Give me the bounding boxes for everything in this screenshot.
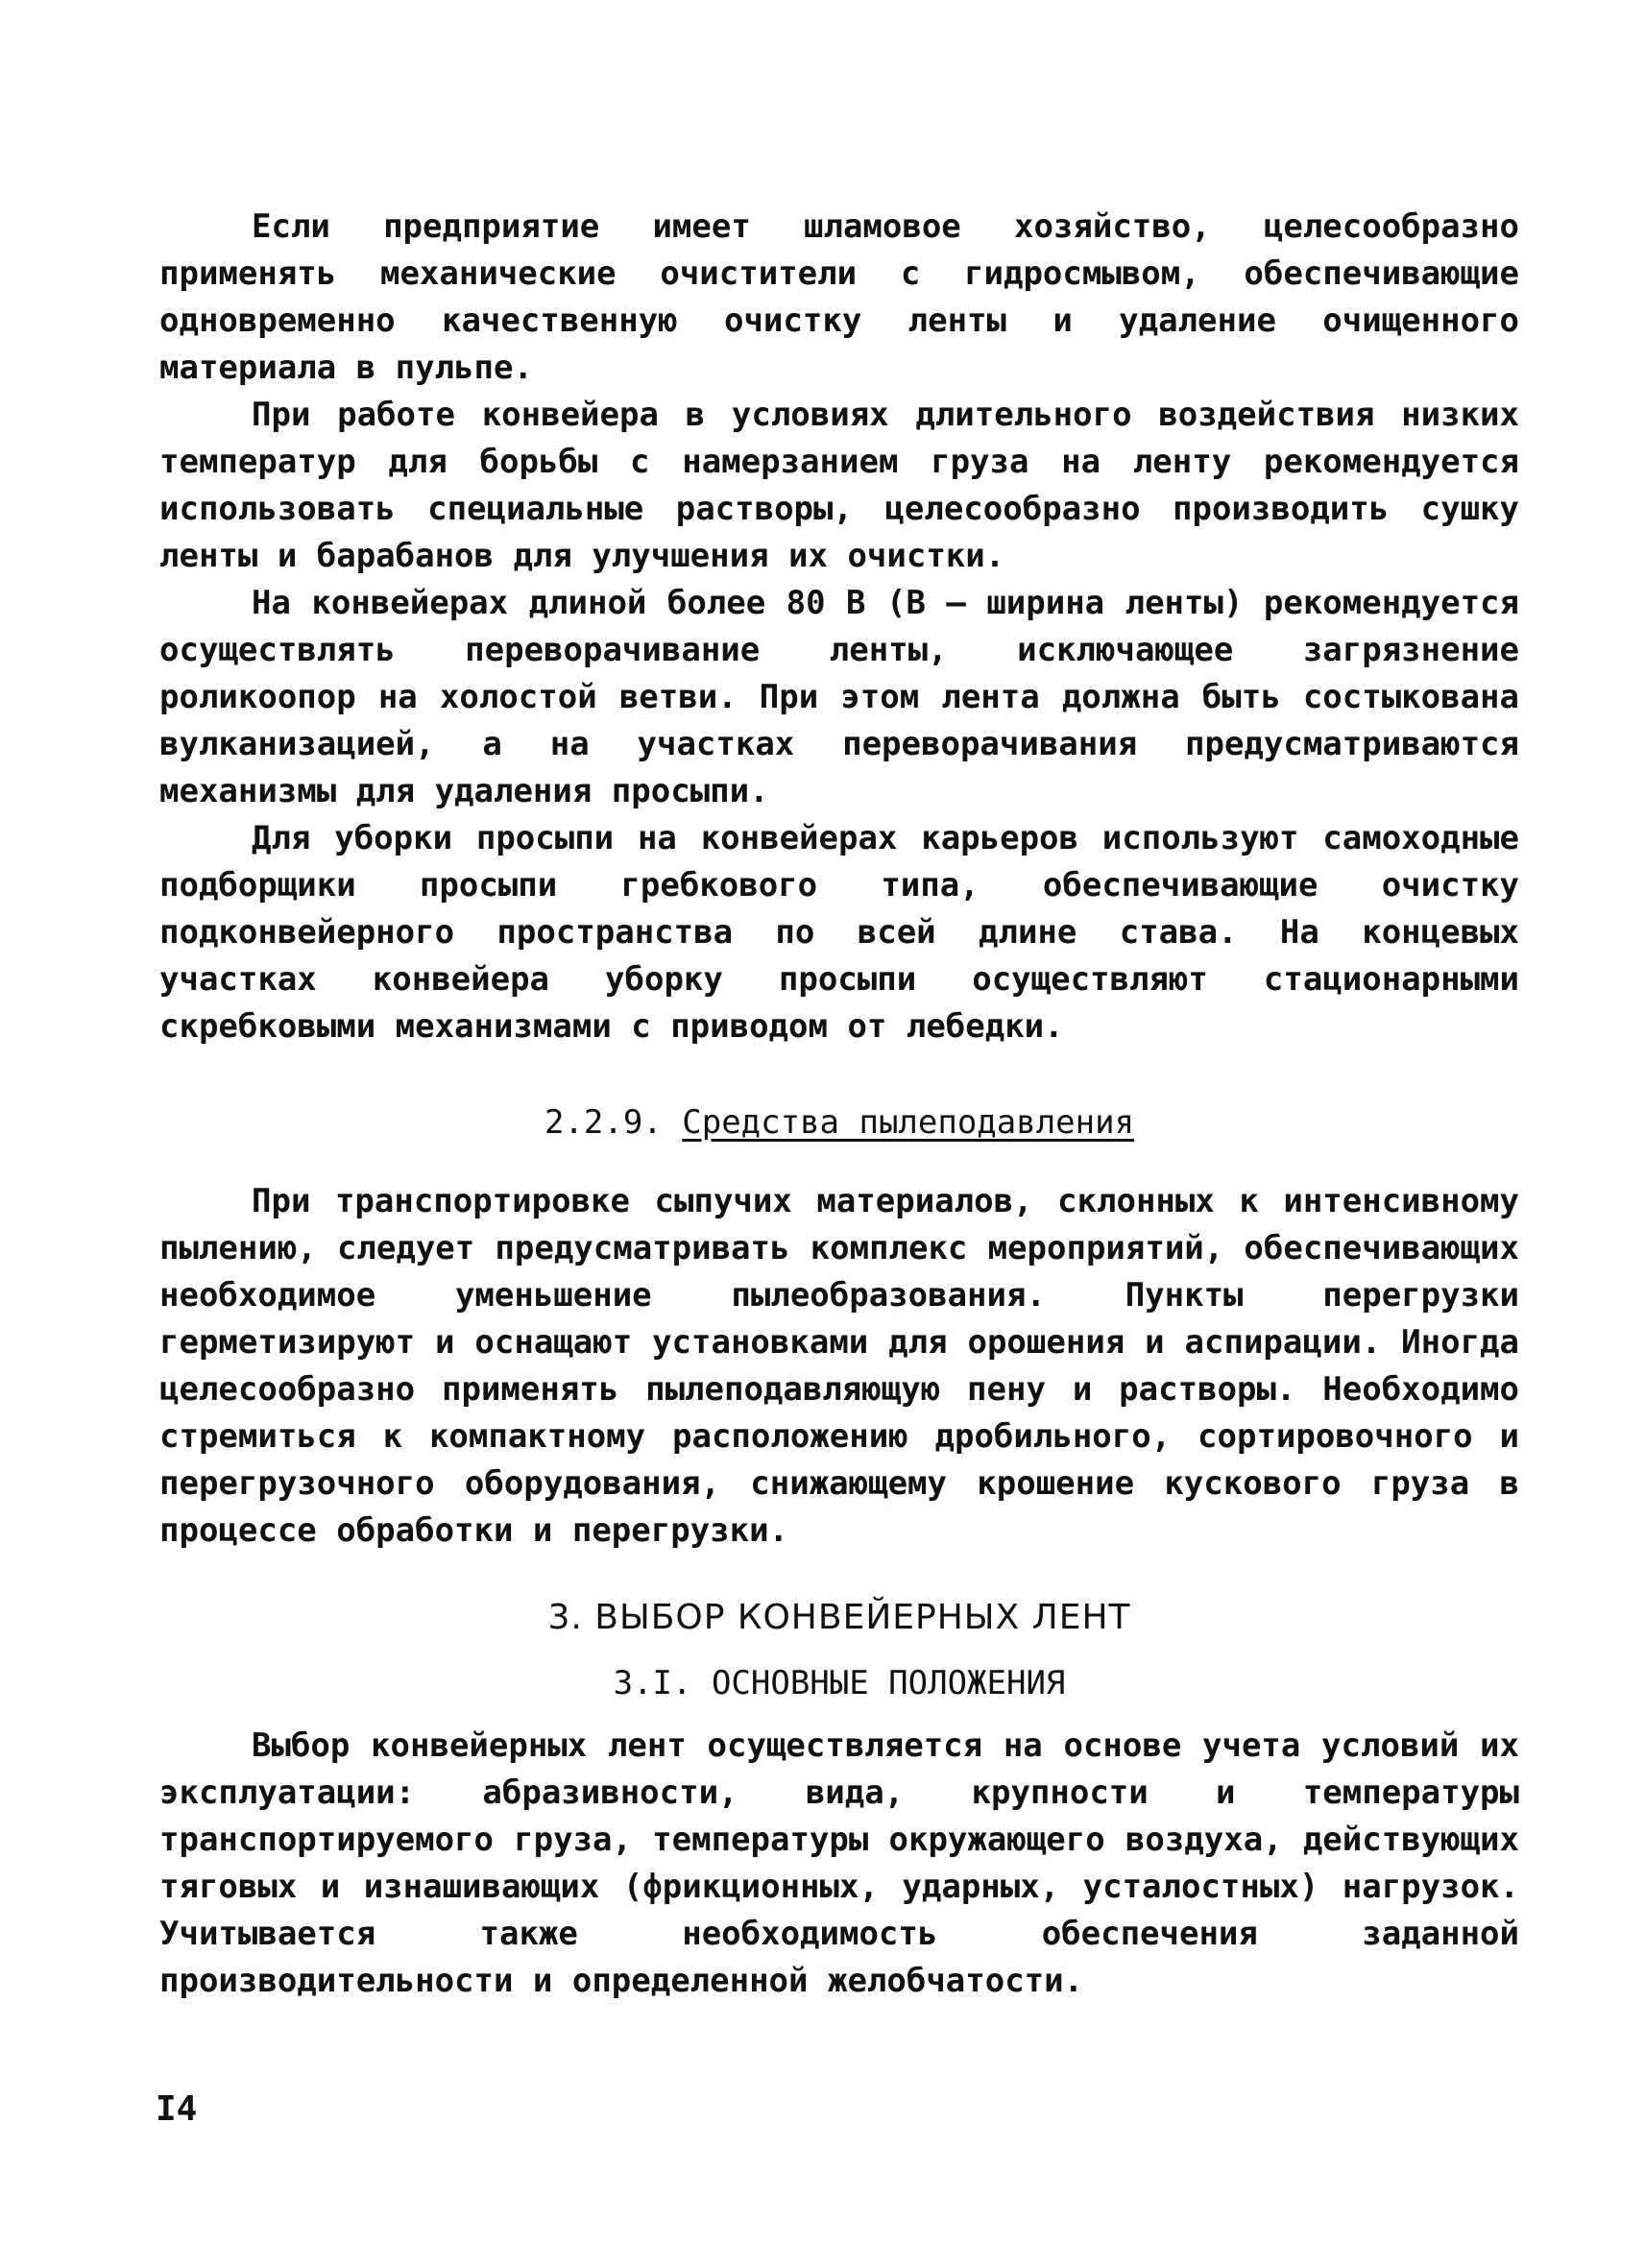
section-heading-229 [159, 1099, 1519, 1146]
page-number: I4 [156, 2089, 198, 2129]
paragraph-belt-turnover: На конвейерах длиной более 80 В (В – ширина ленты) рекомендуется осуществлять переворачивание ленты, исключающее загрязнение роликоопор на холостой ветви. При этом лента должна быть состыкована вулканизацией, а на участках переворачивания предусматриваются механизмы для удаления просыпи. [159, 584, 1519, 810]
paragraph-belt-selection: Выбор конвейерных лент осуществляется на основе учета условий их эксплуатации: абразивности, вида, крупности и температуры транспортируемого груза, температуры окружающего воздуха, действующих тяговых и изнашивающих (фрикционных, ударных, усталостных) нагрузок. Учитывается также необходимость обеспечения заданной производительности и определенной желобчатости. [159, 1726, 1519, 2000]
paragraph-dust-suppression: При транспортировке сыпучих материалов, склонных к интенсивному пылению, следует предусматривать комплекс мероприятий, обеспечивающих необходимое уменьшение пылеобразования. Пункты перегрузки герметизируют и оснащают установками для орошения и аспирации. Иногда целесообразно применять пылеподавляющую пену и растворы. Необходимо стремиться к компактному расположению дробильного, сортировочного и перегрузочного оборудования, снижающему крошение кускового груза в процессе обработки и перегрузки. [159, 1182, 1519, 1550]
section-heading-31: 3.I. ОСНОВНЫЕ ПОЛОЖЕНИЯ [613, 1664, 1066, 1702]
section-number-229: 2.2.9. [544, 1103, 663, 1142]
chapter-heading-3: 3. ВЫБОР КОНВЕЙЕРНЫХ ЛЕНТ [547, 1598, 1131, 1637]
paragraph-low-temperature: При работе конвейера в условиях длительного воздействия низких температур для борьбы с намерзанием груза на ленту рекомендуется использовать специальные растворы, целесообразно производить сушку ленты и барабанов для улучшения их очистки. [159, 396, 1519, 575]
section-title-229: Средства пылеподавления [682, 1103, 1135, 1142]
page-content [159, 204, 1519, 2005]
paragraph-spillage-removal: Для уборки просыпи на конвейерах карьеров используют самоходные подборщики просыпи гребкового типа, обеспечивающие очистку подконвейерного пространства по всей длине става. На концевых участках конвейера уборку просыпи осуществляют стационарными скребковыми механизмами с приводом от лебедки. [159, 819, 1519, 1046]
paragraph-sludge-cleaning: Если предприятие имеет шламовое хозяйство, целесообразно применять механические очистители с гидросмывом, обеспечивающие одновременно качественную очистку ленты и удаление очищенного материала в пульпе. [159, 207, 1519, 387]
